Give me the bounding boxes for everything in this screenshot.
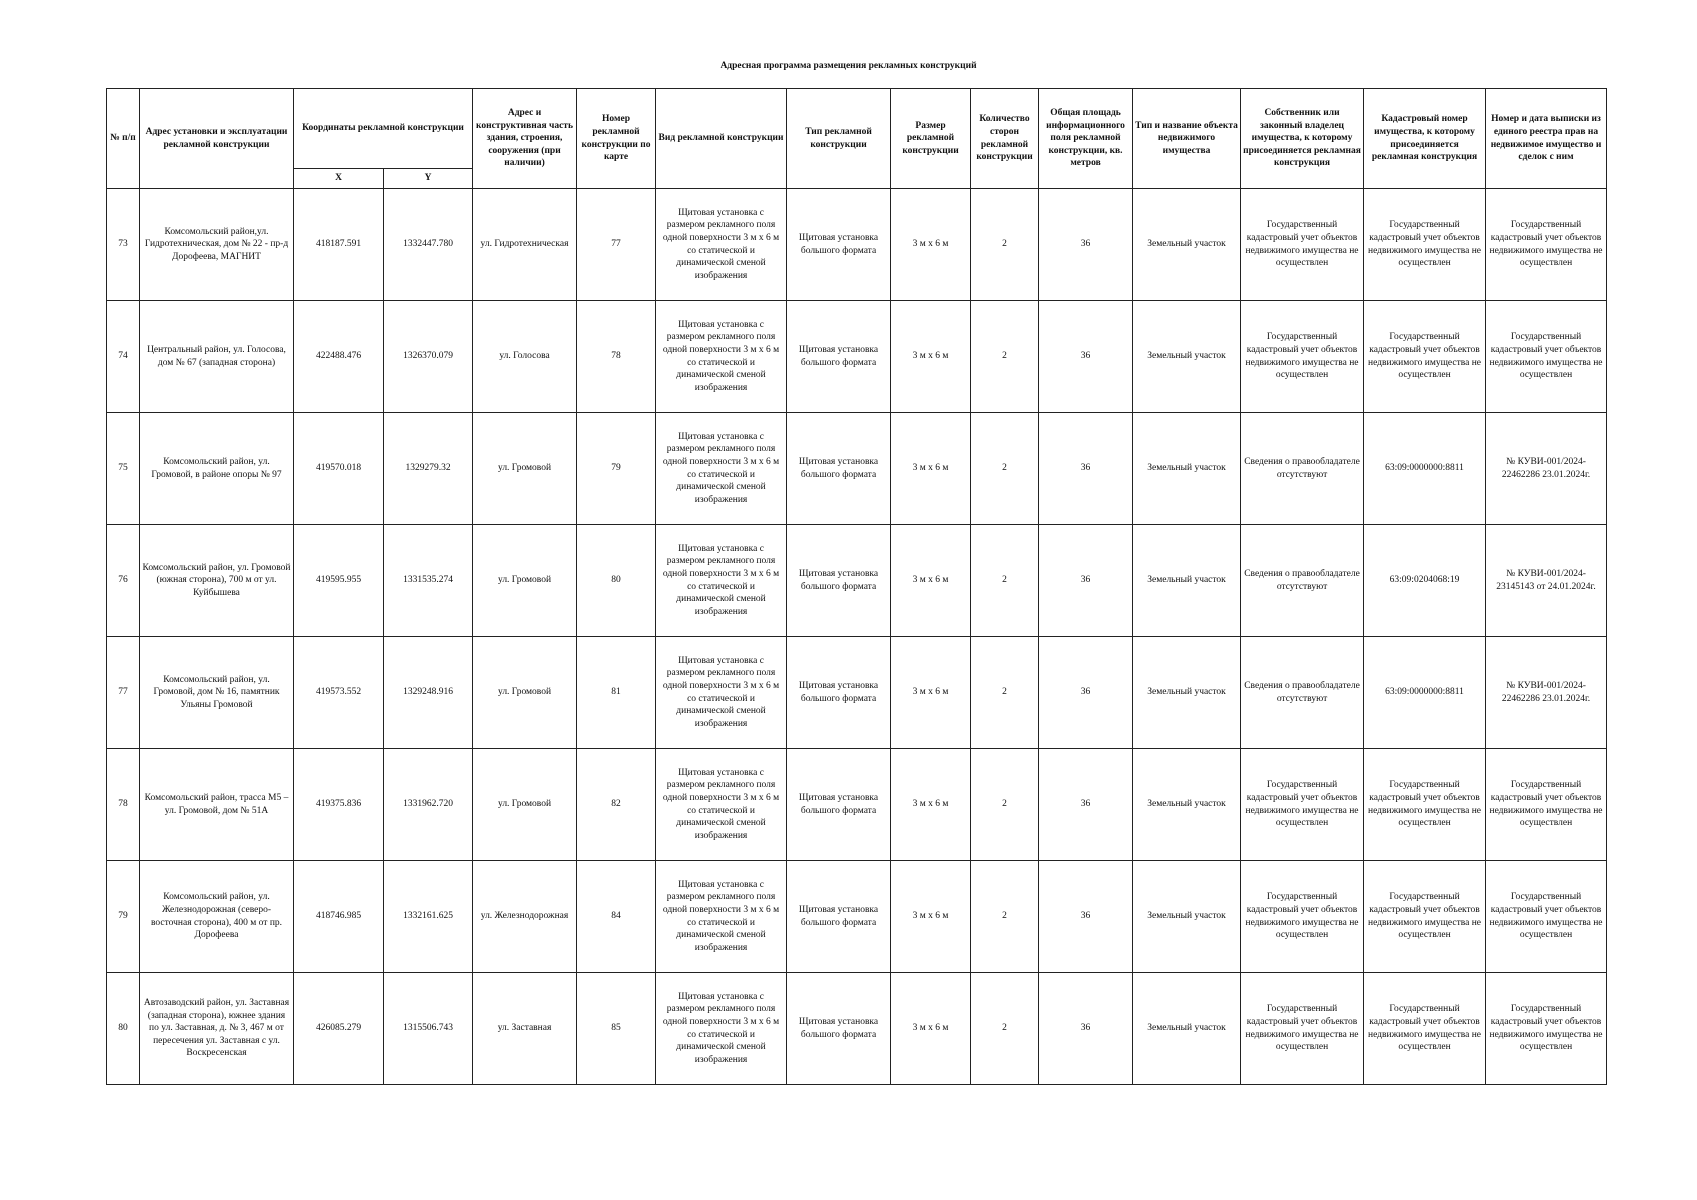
table-row	[107, 301, 1607, 413]
cell-owner: Сведения о правообладателе отсутствуют	[1241, 637, 1364, 749]
cell-property: Земельный участок	[1133, 973, 1241, 1085]
cell-building-part: ул. Заставная	[473, 973, 577, 1085]
cell-type: Щитовая установка большого формата	[787, 861, 891, 973]
cell-address: Комсомольский район, ул. Громовой, дом № 16, памятник Ульяны Громовой	[140, 637, 294, 749]
cell-x: 419573.552	[294, 637, 384, 749]
header-registry: Номер и дата выписки из единого реестра прав на недвижимое имущество и сделок с ним	[1486, 89, 1607, 189]
cell-sides: 2	[971, 973, 1039, 1085]
cell-x: 426085.279	[294, 973, 384, 1085]
cell-cadastral: Государственный кадастровый учет объектов недвижимого имущества не осуществлен	[1364, 861, 1486, 973]
cell-cadastral: Государственный кадастровый учет объектов недвижимого имущества не осуществлен	[1364, 749, 1486, 861]
cell-size: 3 м х 6 м	[891, 861, 971, 973]
cell-num: 76	[107, 525, 140, 637]
cell-cadastral: Государственный кадастровый учет объектов недвижимого имущества не осуществлен	[1364, 189, 1486, 301]
header-sides: Количество сторон рекламной конструкции	[971, 89, 1039, 189]
cell-area: 36	[1039, 749, 1133, 861]
cell-x: 419375.836	[294, 749, 384, 861]
header-kind: Вид рекламной конструкции	[656, 89, 787, 189]
cell-address: Комсомольский район, ул. Громовой, в районе опоры № 97	[140, 413, 294, 525]
cell-registry: Государственный кадастровый учет объектов недвижимого имущества не осуществлен	[1486, 749, 1607, 861]
cell-owner: Сведения о правообладателе отсутствуют	[1241, 413, 1364, 525]
cell-owner: Государственный кадастровый учет объектов недвижимого имущества не осуществлен	[1241, 301, 1364, 413]
cell-num: 79	[107, 861, 140, 973]
cell-property: Земельный участок	[1133, 525, 1241, 637]
table-row	[107, 413, 1607, 525]
cell-sides: 2	[971, 637, 1039, 749]
cell-sides: 2	[971, 749, 1039, 861]
cell-cadastral: Государственный кадастровый учет объектов недвижимого имущества не осуществлен	[1364, 301, 1486, 413]
cell-registry: № КУВИ-001/2024-22462286 23.01.2024г.	[1486, 413, 1607, 525]
header-type: Тип рекламной конструкции	[787, 89, 891, 189]
table-row	[107, 973, 1607, 1085]
cell-x: 419595.955	[294, 525, 384, 637]
cell-building-part: ул. Громовой	[473, 413, 577, 525]
header-cadastral: Кадастровый номер имущества, к которому присоединяется рекламная конструкция	[1364, 89, 1486, 189]
cell-map-number: 81	[577, 637, 656, 749]
cell-registry: Государственный кадастровый учет объектов недвижимого имущества не осуществлен	[1486, 861, 1607, 973]
cell-property: Земельный участок	[1133, 749, 1241, 861]
header-building-part: Адрес и конструктивная часть здания, строения, сооружения (при наличии)	[473, 89, 577, 189]
cell-property: Земельный участок	[1133, 413, 1241, 525]
table-row	[107, 861, 1607, 973]
cell-cadastral: 63:09:0204068:19	[1364, 525, 1486, 637]
cell-area: 36	[1039, 525, 1133, 637]
cell-cadastral: 63:09:0000000:8811	[1364, 413, 1486, 525]
cell-owner: Государственный кадастровый учет объектов недвижимого имущества не осуществлен	[1241, 749, 1364, 861]
table-row	[107, 749, 1607, 861]
cell-registry: Государственный кадастровый учет объектов недвижимого имущества не осуществлен	[1486, 301, 1607, 413]
cell-registry: № КУВИ-001/2024-22462286 23.01.2024г.	[1486, 637, 1607, 749]
cell-area: 36	[1039, 189, 1133, 301]
header-area: Общая площадь информационного поля рекламной конструкции, кв. метров	[1039, 89, 1133, 189]
cell-cadastral: Государственный кадастровый учет объектов недвижимого имущества не осуществлен	[1364, 973, 1486, 1085]
cell-area: 36	[1039, 301, 1133, 413]
cell-area: 36	[1039, 861, 1133, 973]
cell-num: 73	[107, 189, 140, 301]
cell-type: Щитовая установка большого формата	[787, 301, 891, 413]
cell-type: Щитовая установка большого формата	[787, 637, 891, 749]
cell-address: Комсомольский район, ул. Громовой (южная сторона), 700 м от ул. Куйбышева	[140, 525, 294, 637]
cell-num: 78	[107, 749, 140, 861]
cell-owner: Государственный кадастровый учет объектов недвижимого имущества не осуществлен	[1241, 973, 1364, 1085]
table-row	[107, 189, 1607, 301]
cell-x: 418746.985	[294, 861, 384, 973]
cell-kind: Щитовая установка с размером рекламного поля одной поверхности 3 м х 6 м со статической и динамической сменой изображения	[656, 189, 787, 301]
cell-registry: Государственный кадастровый учет объектов недвижимого имущества не осуществлен	[1486, 973, 1607, 1085]
cell-y: 1315506.743	[384, 973, 473, 1085]
cell-property: Земельный участок	[1133, 189, 1241, 301]
cell-building-part: ул. Железнодорожная	[473, 861, 577, 973]
cell-kind: Щитовая установка с размером рекламного поля одной поверхности 3 м х 6 м со статической и динамической сменой изображения	[656, 525, 787, 637]
cell-owner: Государственный кадастровый учет объектов недвижимого имущества не осуществлен	[1241, 189, 1364, 301]
cell-type: Щитовая установка большого формата	[787, 749, 891, 861]
cell-map-number: 77	[577, 189, 656, 301]
cell-type: Щитовая установка большого формата	[787, 189, 891, 301]
cell-building-part: ул. Гидротехническая	[473, 189, 577, 301]
cell-size: 3 м х 6 м	[891, 301, 971, 413]
cell-address: Автозаводский район, ул. Заставная (западная сторона), южнее здания по ул. Заставная, д. № 3, 467 м от пересечения ул. Заставная с ул. Воскресенская	[140, 973, 294, 1085]
cell-area: 36	[1039, 637, 1133, 749]
cell-y: 1329279.32	[384, 413, 473, 525]
cell-type: Щитовая установка большого формата	[787, 413, 891, 525]
cell-y: 1332161.625	[384, 861, 473, 973]
cell-address: Комсомольский район, трасса М5 – ул. Громовой, дом № 51А	[140, 749, 294, 861]
cell-registry: № КУВИ-001/2024-23145143 от 24.01.2024г.	[1486, 525, 1607, 637]
cell-num: 75	[107, 413, 140, 525]
cell-map-number: 80	[577, 525, 656, 637]
header-property: Тип и название объекта недвижимого имущества	[1133, 89, 1241, 189]
cell-kind: Щитовая установка с размером рекламного поля одной поверхности 3 м х 6 м со статической и динамической сменой изображения	[656, 301, 787, 413]
cell-sides: 2	[971, 525, 1039, 637]
cell-y: 1331962.720	[384, 749, 473, 861]
table-row	[107, 525, 1607, 637]
cell-map-number: 82	[577, 749, 656, 861]
cell-size: 3 м х 6 м	[891, 749, 971, 861]
cell-y: 1332447.780	[384, 189, 473, 301]
cell-num: 77	[107, 637, 140, 749]
cell-x: 419570.018	[294, 413, 384, 525]
cell-kind: Щитовая установка с размером рекламного поля одной поверхности 3 м х 6 м со статической и динамической сменой изображения	[656, 973, 787, 1085]
table-row	[107, 637, 1607, 749]
cell-building-part: ул. Голосова	[473, 301, 577, 413]
cell-type: Щитовая установка большого формата	[787, 973, 891, 1085]
header-owner: Собственник или законный владелец имущества, к которому присоединяется рекламная конструкция	[1241, 89, 1364, 189]
cell-building-part: ул. Громовой	[473, 525, 577, 637]
cell-size: 3 м х 6 м	[891, 973, 971, 1085]
cell-address: Комсомольский район,ул. Гидротехническая, дом № 22 - пр-д Дорофеева, МАГНИТ	[140, 189, 294, 301]
cell-map-number: 78	[577, 301, 656, 413]
cell-cadastral: 63:09:0000000:8811	[1364, 637, 1486, 749]
cell-sides: 2	[971, 413, 1039, 525]
cell-property: Земельный участок	[1133, 301, 1241, 413]
cell-map-number: 85	[577, 973, 656, 1085]
cell-sides: 2	[971, 861, 1039, 973]
header-num: № п/п	[107, 89, 140, 189]
cell-kind: Щитовая установка с размером рекламного поля одной поверхности 3 м х 6 м со статической и динамической сменой изображения	[656, 413, 787, 525]
cell-address: Комсомольский район, ул. Железнодорожная (северо-восточная сторона), 400 м от пр. Дорофеева	[140, 861, 294, 973]
cell-x: 422488.476	[294, 301, 384, 413]
cell-owner: Государственный кадастровый учет объектов недвижимого имущества не осуществлен	[1241, 861, 1364, 973]
cell-type: Щитовая установка большого формата	[787, 525, 891, 637]
cell-kind: Щитовая установка с размером рекламного поля одной поверхности 3 м х 6 м со статической и динамической сменой изображения	[656, 861, 787, 973]
header-coords: Координаты рекламной конструкции	[294, 89, 473, 169]
cell-sides: 2	[971, 301, 1039, 413]
document-title: Адресная программа размещения рекламных конструкций	[720, 61, 977, 71]
cell-map-number: 79	[577, 413, 656, 525]
cell-kind: Щитовая установка с размером рекламного поля одной поверхности 3 м х 6 м со статической и динамической сменой изображения	[656, 637, 787, 749]
cell-building-part: ул. Громовой	[473, 637, 577, 749]
cell-registry: Государственный кадастровый учет объектов недвижимого имущества не осуществлен	[1486, 189, 1607, 301]
cell-num: 80	[107, 973, 140, 1085]
cell-address: Центральный район, ул. Голосова, дом № 67 (западная сторона)	[140, 301, 294, 413]
advertising-structures-table	[106, 88, 1607, 1085]
cell-owner: Сведения о правообладателе отсутствуют	[1241, 525, 1364, 637]
header-y: Y	[384, 169, 473, 189]
cell-property: Земельный участок	[1133, 637, 1241, 749]
cell-num: 74	[107, 301, 140, 413]
cell-size: 3 м х 6 м	[891, 637, 971, 749]
cell-size: 3 м х 6 м	[891, 525, 971, 637]
cell-size: 3 м х 6 м	[891, 413, 971, 525]
cell-building-part: ул. Громовой	[473, 749, 577, 861]
cell-sides: 2	[971, 189, 1039, 301]
header-x: X	[294, 169, 384, 189]
header-row	[107, 89, 1607, 169]
header-address: Адрес установки и эксплуатации рекламной конструкции	[140, 89, 294, 189]
cell-area: 36	[1039, 973, 1133, 1085]
cell-y: 1329248.916	[384, 637, 473, 749]
cell-y: 1326370.079	[384, 301, 473, 413]
cell-size: 3 м х 6 м	[891, 189, 971, 301]
header-map-number: Номер рекламной конструкции по карте	[577, 89, 656, 189]
cell-map-number: 84	[577, 861, 656, 973]
cell-x: 418187.591	[294, 189, 384, 301]
cell-area: 36	[1039, 413, 1133, 525]
cell-y: 1331535.274	[384, 525, 473, 637]
cell-kind: Щитовая установка с размером рекламного поля одной поверхности 3 м х 6 м со статической и динамической сменой изображения	[656, 749, 787, 861]
cell-property: Земельный участок	[1133, 861, 1241, 973]
header-size: Размер рекламной конструкции	[891, 89, 971, 189]
